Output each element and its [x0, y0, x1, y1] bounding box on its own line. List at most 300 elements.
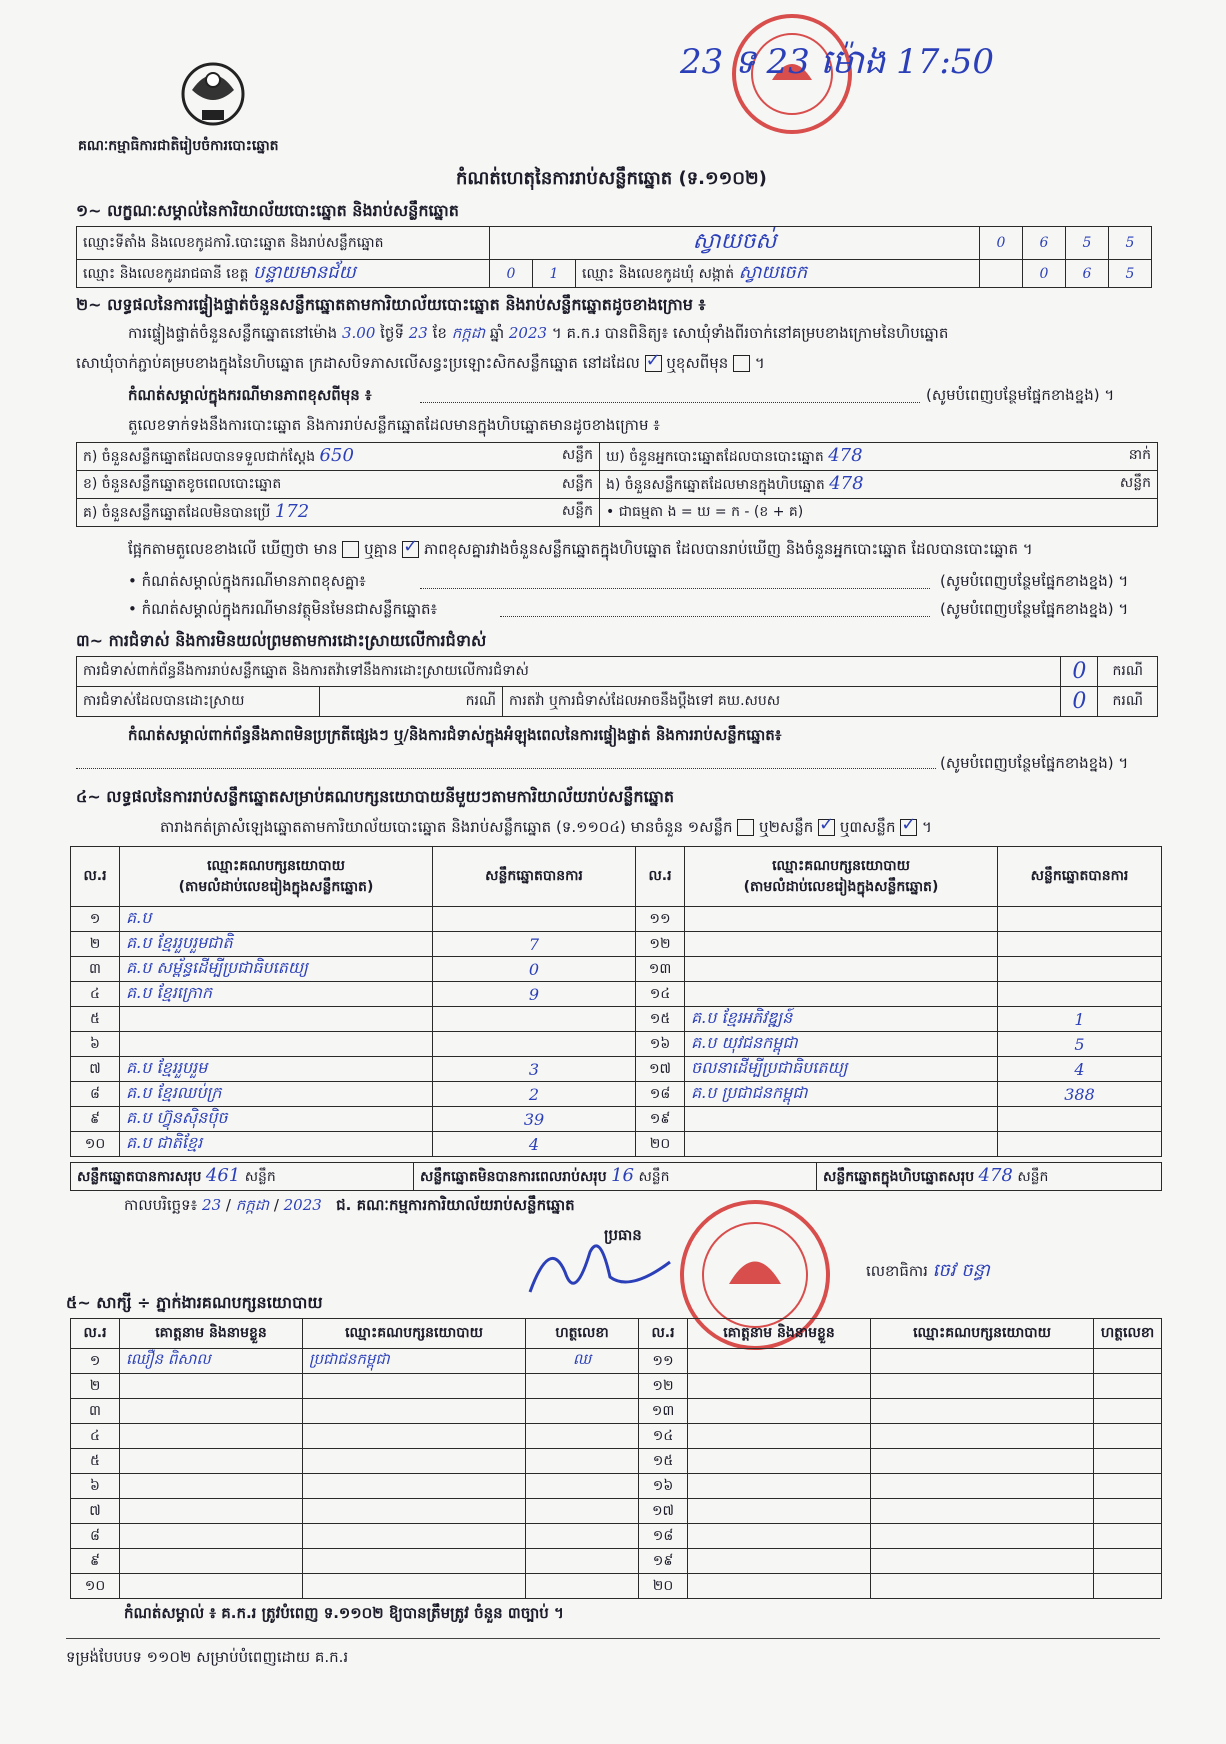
- party-votes-right: [998, 982, 1162, 1007]
- irregularity-line[interactable]: [76, 768, 936, 769]
- party-name-left: គ.ប សម្ព័ន្ធដើម្បីប្រជាធិបតេយ្យ: [120, 957, 433, 982]
- party-name-right: [685, 907, 998, 932]
- location-code-3: 5: [1066, 227, 1109, 260]
- verify-time-label: ការផ្ទៀងផ្ទាត់ចំនួនសន្លឹកឆ្នោតនៅម៉ោង: [128, 324, 338, 342]
- verify-day: 23: [408, 324, 428, 342]
- party-votes-right: 1: [998, 1007, 1162, 1032]
- party-name-left: គ.ប: [120, 907, 433, 932]
- count-a-unit: សន្លឹក: [561, 447, 593, 463]
- witness-signature-left: [526, 1399, 639, 1424]
- party-name-right: គ.ប យុវជនកម្ពុជា: [685, 1032, 998, 1057]
- total-invalid-value: 16: [611, 1165, 634, 1186]
- verification-line: [128, 324, 948, 346]
- witness-name-right: [688, 1349, 871, 1374]
- section1-heading: ១~ លក្ខណៈសម្គាល់នៃការិយាល័យបោះឆ្នោត និងរាប់សន្លឹកឆ្នោត: [76, 201, 459, 220]
- form-footer: ទម្រង់បែបបទ ១១០២ សម្រាប់បំពេញដោយ គ.ក.រ: [66, 1648, 349, 1666]
- party-number-right: ១៤: [636, 982, 685, 1007]
- commune-code-2: 6: [1066, 260, 1109, 288]
- party-votes-left: 9: [433, 982, 636, 1007]
- resolved-label: ការជំទាស់ដែលបានដោះស្រាយ: [77, 687, 320, 717]
- count-a: [77, 443, 600, 471]
- witness-signature-left: [526, 1449, 639, 1474]
- bullet-object: • កំណត់សម្គាល់ក្នុងករណីមានវត្ថុមិនមែនជាសន្លឹកឆ្នោត៖: [128, 600, 438, 618]
- witness-row: [71, 1399, 1162, 1424]
- count-e-label: ង) ចំនួនសន្លឹកឆ្នោតដែលមានក្នុងហិបឆ្នោត: [606, 477, 825, 493]
- province-label: [77, 260, 490, 288]
- two-sheet-checkbox[interactable]: [818, 819, 835, 836]
- party-name-left: គ.ប ហ៊្វុនស៊ិនប៉ិច: [120, 1107, 433, 1132]
- witness-signature-right: [1094, 1449, 1162, 1474]
- bullet-diff-line[interactable]: [420, 588, 930, 589]
- party-number-right: ១៥: [636, 1007, 685, 1032]
- party-votes-right: [998, 932, 1162, 957]
- party-number-right: ១១: [636, 907, 685, 932]
- diff-note-label: កំណត់សម្គាល់ក្នុងករណីមានភាពខុសពីមុន ៖: [128, 386, 372, 404]
- results-row: [71, 982, 1162, 1007]
- one-sheet-checkbox[interactable]: [737, 819, 754, 836]
- party-number-left: ៤: [71, 982, 120, 1007]
- witness-name-right: [688, 1424, 871, 1449]
- party-name-right: គ.ប ប្រជាជនកម្ពុជា: [685, 1082, 998, 1107]
- location-value: ស្វាយចស់: [490, 227, 980, 260]
- witness-signature-right: [1094, 1349, 1162, 1374]
- party-name-left: គ.ប ខ្មែរក្រោក: [120, 982, 433, 1007]
- changed-label: ឬខុសពីមុន: [666, 354, 729, 372]
- party-number-left: ៦: [71, 1032, 120, 1057]
- witness-number-right: ១៤: [639, 1424, 688, 1449]
- results-row: [71, 1132, 1162, 1157]
- party-number-right: ១៧: [636, 1057, 685, 1082]
- secretary-label: លេខាធិការ: [866, 1262, 928, 1280]
- witness-name-left: [120, 1374, 303, 1399]
- party-number-left: ១: [71, 907, 120, 932]
- count-e-value: 478: [829, 473, 864, 494]
- witness-col-name-left: គោត្តនាម និងនាមខ្លួន: [120, 1319, 303, 1349]
- results-row: [71, 1007, 1162, 1032]
- party-number-left: ៧: [71, 1057, 120, 1082]
- witness-table: [70, 1318, 1162, 1599]
- witness-body: [71, 1349, 1162, 1599]
- date-year: 2023: [283, 1196, 322, 1214]
- counts-table: [76, 442, 1158, 527]
- diff-note-fill: (សូមបំពេញបន្ថែមផ្នែកខាងខ្នង) ។: [926, 386, 1115, 404]
- party-name-right: [685, 1132, 998, 1157]
- witness-name-left: [120, 1474, 303, 1499]
- total-invalid-label: សន្លឹកឆ្នោតមិនបានការពេលរាប់សរុប: [420, 1169, 607, 1185]
- province-code-2: 1: [533, 260, 576, 288]
- witness-name-left: [120, 1574, 303, 1599]
- party-number-right: ១២: [636, 932, 685, 957]
- witness-row: [71, 1349, 1162, 1374]
- irregularity-note: កំណត់សម្គាល់ពាក់ព័ន្ធនឹងភាពមិនប្រក្រតីផ្សេងៗ ឬ/និងការជំទាស់ក្នុងអំឡុងពេលនៃការផ្ទៀងផ្ទាត់ និងការរាប់សន្លឹកឆ្នោត៖: [128, 726, 782, 744]
- totals-table: [70, 1162, 1162, 1191]
- witness-party-right: [871, 1449, 1094, 1474]
- witness-name-right: [688, 1474, 871, 1499]
- witness-signature-left: [526, 1474, 639, 1499]
- total-box: [817, 1163, 1162, 1191]
- location-code-4: 5: [1109, 227, 1152, 260]
- verify-year: 2023: [508, 324, 548, 342]
- witness-party-left: [303, 1524, 526, 1549]
- results-row: [71, 1082, 1162, 1107]
- party-name-right: [685, 1107, 998, 1132]
- party-number-left: ២: [71, 932, 120, 957]
- witness-signature-left: [526, 1374, 639, 1399]
- witness-party-right: [871, 1349, 1094, 1374]
- section4-heading: ៤~ លទ្ធផលនៃការរាប់សន្លឹកឆ្នោតសម្រាប់គណបក្សនយោបាយនីមួយៗតាមការិយាល័យរាប់សន្លឹកឆ្នោត: [76, 787, 675, 806]
- party-number-left: ៩: [71, 1107, 120, 1132]
- irregularity-fill: (សូមបំពេញបន្ថែមផ្នែកខាងខ្នង) ។: [940, 754, 1129, 772]
- province-value: បន្ទាយមានជ័យ: [252, 262, 356, 283]
- count-b: [77, 471, 600, 499]
- results-col-party-left: [120, 847, 433, 907]
- witness-number-left: ១០: [71, 1574, 120, 1599]
- secretary-line: [866, 1258, 990, 1285]
- count-formula: • ជាធម្មតា ង = ឃ = ក - (ខ + គ): [600, 499, 1158, 527]
- results-col-party-left-title: ឈ្មោះគណបក្សនយោបាយ: [207, 857, 345, 874]
- three-sheet-label: ឬ៣សន្លឹក: [839, 818, 896, 836]
- date-label: កាលបរិច្ឆេទ៖: [124, 1196, 198, 1214]
- count-a-value: 650: [319, 445, 354, 466]
- witness-signature-right: [1094, 1499, 1162, 1524]
- commune-code-1: 0: [1023, 260, 1066, 288]
- witness-row: [71, 1499, 1162, 1524]
- chair-label: ប្រធាន: [604, 1226, 642, 1244]
- count-d-value: 478: [828, 445, 863, 466]
- party-votes-left: [433, 907, 636, 932]
- party-votes-right: [998, 907, 1162, 932]
- commune-value: ស្វាយចេក: [738, 262, 808, 283]
- secretary-signature: ចេវ ចន្ធា: [932, 1260, 990, 1281]
- witness-name-left: [120, 1499, 303, 1524]
- sheet-count-text: តារាងកត់ត្រាសំឡេងឆ្នោតតាមការិយាល័យបោះឆ្នោត និងរាប់សន្លឹកឆ្នោត (ទ.១១០៤) មានចំនួន ១សន្លឹក: [160, 818, 733, 836]
- total-box-label: សន្លឹកឆ្នោតក្នុងហិបឆ្នោតសរុប: [823, 1169, 975, 1185]
- date-day: 23: [202, 1196, 222, 1214]
- witness-row: [71, 1549, 1162, 1574]
- witness-signature-left: [526, 1499, 639, 1524]
- witness-col-no-left: ល.រ: [71, 1319, 120, 1349]
- witness-row: [71, 1424, 1162, 1449]
- witness-number-left: ៨: [71, 1524, 120, 1549]
- complaints-table: [76, 656, 1158, 717]
- witness-name-left: [120, 1399, 303, 1424]
- verify-day-label: ថ្ងៃទី: [380, 324, 404, 342]
- commune-code-3: 5: [1109, 260, 1152, 288]
- count-d-unit: នាក់: [1128, 447, 1151, 463]
- witness-party-right: [871, 1524, 1094, 1549]
- witness-name-right: [688, 1549, 871, 1574]
- total-valid-unit: សន្លឹក: [244, 1169, 276, 1185]
- appeal-unit: ករណី: [1098, 687, 1158, 717]
- witness-number-right: ១៣: [639, 1399, 688, 1424]
- party-name-right: [685, 957, 998, 982]
- total-invalid-unit: សន្លឹក: [638, 1169, 670, 1185]
- form-title: កំណត់ហេតុនៃការរាប់សន្លឹកឆ្នោត (ទ.១១០២): [456, 168, 767, 189]
- count-e-unit: សន្លឹក: [1119, 475, 1151, 491]
- total-valid: [71, 1163, 414, 1191]
- witness-name-right: [688, 1524, 871, 1549]
- total-box-value: 478: [978, 1165, 1013, 1186]
- results-col-no-right: ល.រ: [636, 847, 685, 907]
- party-votes-left: 4: [433, 1132, 636, 1157]
- results-table: [70, 846, 1162, 1157]
- results-row: [71, 907, 1162, 932]
- witness-party-right: [871, 1399, 1094, 1424]
- results-body: [71, 907, 1162, 1157]
- changed-checkbox[interactable]: [733, 355, 750, 372]
- results-col-party-right: [685, 847, 998, 907]
- witness-number-left: ៥: [71, 1449, 120, 1474]
- witness-col-sign-right: ហត្ថលេខា: [1094, 1319, 1162, 1349]
- count-b-unit: សន្លឹក: [561, 476, 593, 492]
- results-col-party-right-sub: (តាមលំដាប់លេខរៀងក្នុងសន្លឹកឆ្នោត): [743, 878, 939, 895]
- verify-year-label: ឆ្នាំ: [489, 324, 505, 342]
- witness-signature-right: [1094, 1374, 1162, 1399]
- witness-party-left: [303, 1374, 526, 1399]
- witness-party-right: [871, 1549, 1094, 1574]
- witness-name-left: [120, 1524, 303, 1549]
- party-votes-left: 7: [433, 932, 636, 957]
- witness-number-right: ១២: [639, 1374, 688, 1399]
- witness-name-left: [120, 1424, 303, 1449]
- witness-signature-left: [526, 1549, 639, 1574]
- witness-party-left: [303, 1449, 526, 1474]
- total-valid-value: 461: [205, 1165, 241, 1186]
- location-table: [76, 226, 1152, 288]
- total-box-unit: សន្លឹក: [1017, 1169, 1049, 1185]
- party-votes-right: 388: [998, 1082, 1162, 1107]
- witness-name-right: [688, 1574, 871, 1599]
- results-row: [71, 932, 1162, 957]
- results-row: [71, 957, 1162, 982]
- witness-party-right: [871, 1374, 1094, 1399]
- witness-signature-right: [1094, 1399, 1162, 1424]
- total-valid-label: សន្លឹកឆ្នោតបានការសរុប: [77, 1169, 202, 1185]
- witness-number-right: ១៥: [639, 1449, 688, 1474]
- witness-col-name-right: គោត្តនាម និងនាមខ្លួន: [688, 1319, 871, 1349]
- nec-emblem-icon: [172, 50, 254, 132]
- received-note: 23 ទ 23 ម៉ោង 17:50: [680, 42, 995, 82]
- party-votes-left: [433, 1007, 636, 1032]
- witness-signature-right: [1094, 1524, 1162, 1549]
- witness-row: [71, 1474, 1162, 1499]
- party-votes-right: [998, 1132, 1162, 1157]
- witness-number-right: ១៩: [639, 1549, 688, 1574]
- discrepancy-text: ភាពខុសគ្នារវាងចំនួនសន្លឹកឆ្នោតក្នុងហិបឆ្នោត ដែលបានរាប់ឃើញ និងចំនួនអ្នកបោះឆ្នោត ដែលបានបោះឆ្នោត ។: [423, 540, 1033, 558]
- results-col-votes-right: សន្លឹកឆ្នោតបានការ: [998, 847, 1162, 907]
- count-c-value: 172: [274, 501, 310, 522]
- discrepancy-yes-checkbox[interactable]: [342, 541, 359, 558]
- witness-name-right: [688, 1374, 871, 1399]
- results-col-no-left: ល.រ: [71, 847, 120, 907]
- witness-col-sign-left: ហត្ថលេខា: [526, 1319, 639, 1349]
- party-name-left: គ.ប ខ្មែររួបរួម: [120, 1057, 433, 1082]
- bullet-object-fill: (សូមបំពេញបន្ថែមផ្នែកខាងខ្នង) ។: [940, 600, 1129, 618]
- date-month: កក្កដា: [235, 1196, 270, 1214]
- date-line: កាលបរិច្ឆេទ៖ 23 / កក្កដា / 2023 ជ. គណៈកម្មការការិយាល័យរាប់សន្លឹកឆ្នោត: [124, 1196, 575, 1214]
- seal-line: សោឃុំចាក់ភ្ជាប់គម្របខាងក្នុងនៃហិបឆ្នោត ក្រដាសបិទភាសលើសន្ធះប្រឡោះសិកសន្លឹកឆ្នោត នៅដដែល ✓ ឬខុសពីមុន ។: [76, 354, 765, 376]
- witness-signature-left: [526, 1524, 639, 1549]
- count-d-label: ឃ) ចំនួនអ្នកបោះឆ្នោតដែលបានបោះឆ្នោត: [606, 449, 824, 465]
- witness-number-left: ៤: [71, 1424, 120, 1449]
- commune-label-text: ឈ្មោះ និងលេខកូដឃុំ សង្កាត់: [582, 266, 735, 282]
- party-number-left: ៨: [71, 1082, 120, 1107]
- party-name-left: [120, 1007, 433, 1032]
- section5-heading: ៥~ សាក្សី ÷ ភ្នាក់ងារគណបក្សនយោបាយ: [66, 1293, 323, 1312]
- footer-divider: [66, 1638, 1160, 1639]
- party-votes-left: 3: [433, 1057, 636, 1082]
- appeal-label: ការតវ៉ា ឬការជំទាស់ដែលអាចនឹងប្តឹងទៅ គឃ.សបស: [503, 687, 1061, 717]
- committee-label: ជ. គណៈកម្មការការិយាល័យរាប់សន្លឹកឆ្នោត: [336, 1196, 575, 1214]
- results-row: [71, 1107, 1162, 1132]
- bullet-diff-fill: (សូមបំពេញបន្ថែមផ្នែកខាងខ្នង) ។: [940, 572, 1129, 590]
- committee-name: គណៈកម្មាធិការជាតិរៀបចំការបោះឆ្នោត: [78, 138, 279, 154]
- results-col-party-left-sub: (តាមលំដាប់លេខរៀងក្នុងសន្លឹកឆ្នោត): [178, 878, 374, 895]
- witness-party-left: [303, 1474, 526, 1499]
- witness-name-left: [120, 1449, 303, 1474]
- count-d: [600, 443, 1158, 471]
- count-a-label: ក) ចំនួនសន្លឹកឆ្នោតដែលបានទទួលជាក់ស្តែង: [83, 449, 316, 465]
- witness-col-no-right: ល.រ: [639, 1319, 688, 1349]
- party-name-left: [120, 1032, 433, 1057]
- witness-number-left: ៦: [71, 1474, 120, 1499]
- witness-col-party-right: ឈ្មោះគណបក្សនយោបាយ: [871, 1319, 1094, 1349]
- witness-row: [71, 1574, 1162, 1599]
- witness-party-left: ប្រជាជនកម្ពុជា: [303, 1349, 526, 1374]
- chair-signature: [520, 1232, 680, 1302]
- discrepancy-no-checkbox[interactable]: [402, 541, 419, 558]
- party-number-right: ១៣: [636, 957, 685, 982]
- party-votes-left: 2: [433, 1082, 636, 1107]
- complaints-label: ការជំទាស់ពាក់ព័ន្ធនឹងការរាប់សន្លឹកឆ្នោត និងការតវ៉ាទៅនឹងការដោះស្រាយលើការជំទាស់: [77, 657, 1061, 687]
- witness-party-right: [871, 1574, 1094, 1599]
- witness-signature-right: [1094, 1474, 1162, 1499]
- count-c-unit: សន្លឹក: [561, 503, 593, 519]
- witness-number-right: ១៦: [639, 1474, 688, 1499]
- discrepancy-line: [128, 540, 1033, 562]
- total-invalid: [414, 1163, 817, 1191]
- witness-signature-right: [1094, 1574, 1162, 1599]
- witness-number-right: ១៨: [639, 1524, 688, 1549]
- party-number-left: ៣: [71, 957, 120, 982]
- party-votes-left: 39: [433, 1107, 636, 1132]
- bullet-object-line[interactable]: [500, 616, 930, 617]
- witness-signature-left: [526, 1574, 639, 1599]
- count-e: [600, 471, 1158, 499]
- party-votes-right: 5: [998, 1032, 1162, 1057]
- witness-party-right: [871, 1499, 1094, 1524]
- witness-col-party-left: ឈ្មោះគណបក្សនយោបាយ: [303, 1319, 526, 1349]
- commune-code-blank: [980, 260, 1023, 288]
- location-code-1: 0: [980, 227, 1023, 260]
- complaints-value: 0: [1061, 657, 1098, 687]
- diff-note-line[interactable]: [420, 402, 920, 403]
- party-votes-left: 0: [433, 957, 636, 982]
- results-col-party-right-title: ឈ្មោះគណបក្សនយោបាយ: [772, 857, 910, 874]
- resolved-unit: ករណី: [320, 687, 503, 717]
- commune-label: [576, 260, 980, 288]
- witness-party-left: [303, 1399, 526, 1424]
- count-c: [77, 499, 600, 527]
- section2-heading: ២~ លទ្ធផលនៃការផ្ទៀងផ្ទាត់ចំនួនសន្លឹកឆ្នោតតាមការិយាល័យបោះឆ្នោត និងរាប់សន្លឹកឆ្នោតដូចខាងក្រោម ៖: [76, 295, 706, 314]
- counts-subtitle: តួលេខទាក់ទងនឹងការបោះឆ្នោត និងការរាប់សន្លឹកឆ្នោតដែលមានក្នុងហិបឆ្នោតមានដូចខាងក្រោម ៖: [128, 416, 660, 434]
- appeal-value: 0: [1061, 687, 1098, 717]
- footnote: កំណត់សម្គាល់ ៖ គ.ក.រ ត្រូវបំពេញ ទ.១១០២ ឱ្យបានត្រឹមត្រូវ ចំនួន ៣ច្បាប់ ។: [124, 1604, 564, 1622]
- witness-party-left: [303, 1499, 526, 1524]
- witness-number-left: ២: [71, 1374, 120, 1399]
- witness-party-left: [303, 1424, 526, 1449]
- witness-party-left: [303, 1549, 526, 1574]
- party-votes-left: [433, 1032, 636, 1057]
- party-votes-right: [998, 957, 1162, 982]
- party-name-right: ចលនាដើម្បីប្រជាធិបតេយ្យ: [685, 1057, 998, 1082]
- witness-number-right: ២០: [639, 1574, 688, 1599]
- party-name-right: គ.ប ខ្មែរអភិវឌ្ឍន៍: [685, 1007, 998, 1032]
- bullet-diff: • កំណត់សម្គាល់ក្នុងករណីមានភាពខុសគ្នា៖: [128, 572, 366, 590]
- party-name-left: គ.ប ខ្មែរឈប់ក្រ: [120, 1082, 433, 1107]
- two-sheet-label: ឬ២សន្លឹក: [759, 818, 814, 836]
- party-number-left: ១០: [71, 1132, 120, 1157]
- count-b-label: ខ) ចំនួនសន្លឹកឆ្នោតខូចពេលបោះឆ្នោត: [83, 476, 282, 492]
- verify-time: 3.00: [341, 324, 376, 342]
- results-row: [71, 1032, 1162, 1057]
- party-votes-right: [998, 1107, 1162, 1132]
- witness-number-left: ៧: [71, 1499, 120, 1524]
- three-sheet-checkbox[interactable]: [900, 819, 917, 836]
- party-number-right: ២០: [636, 1132, 685, 1157]
- witness-number-right: ១៧: [639, 1499, 688, 1524]
- party-number-right: ១៩: [636, 1107, 685, 1132]
- location-code-2: 6: [1023, 227, 1066, 260]
- witness-number-left: ១: [71, 1349, 120, 1374]
- party-votes-right: 4: [998, 1057, 1162, 1082]
- sheet-count-line: តារាងកត់ត្រាសំឡេងឆ្នោតតាមការិយាល័យបោះឆ្នោត និងរាប់សន្លឹកឆ្នោត (ទ.១១០៤) មានចំនួន ១សន្លឹក ឬ២សន្លឹក ✓ ឬ៣សន្លឹក ✓ ។: [160, 818, 932, 840]
- witness-number-left: ៣: [71, 1399, 120, 1424]
- witness-row: [71, 1374, 1162, 1399]
- seal-text: សោឃុំចាក់ភ្ជាប់គម្របខាងក្នុងនៃហិបឆ្នោត ក្រដាសបិទភាសលើសន្ធះប្រឡោះសិកសន្លឹកឆ្នោត នៅដដែល: [76, 354, 640, 372]
- province-label-text: ឈ្មោះ និងលេខកូដរាជធានី ខេត្ត: [83, 266, 249, 282]
- witness-name-left: [120, 1549, 303, 1574]
- witness-number-right: ១១: [639, 1349, 688, 1374]
- witness-row: [71, 1524, 1162, 1549]
- verify-line-end: ។ គ.ក.រ បានពិនិត្យ៖ សោឃុំទាំងពីរចាក់នៅគម្របខាងក្រោមនៃហិបឆ្នោត: [551, 324, 949, 342]
- witness-row: [71, 1449, 1162, 1474]
- witness-signature-right: [1094, 1549, 1162, 1574]
- witness-signature-left: [526, 1424, 639, 1449]
- discrepancy-no-label: ឬគ្មាន: [364, 540, 398, 558]
- witness-signature-left: ឈ: [526, 1349, 639, 1374]
- unchanged-checkbox[interactable]: [645, 355, 662, 372]
- section3-heading: ៣~ ការជំទាស់ និងការមិនយល់ព្រមតាមការដោះស្រាយលើការជំទាស់: [76, 631, 487, 650]
- location-label: ឈ្មោះទីតាំង និងលេខកូដការិ.បោះឆ្នោត និងរាប់សន្លឹកឆ្នោត: [77, 227, 490, 260]
- party-name-left: គ.ប ជាតិខ្មែរ: [120, 1132, 433, 1157]
- party-number-right: ១៦: [636, 1032, 685, 1057]
- party-name-left: គ.ប ខ្មែររួបរួមជាតិ: [120, 932, 433, 957]
- witness-party-right: [871, 1474, 1094, 1499]
- witness-name-right: [688, 1399, 871, 1424]
- party-number-right: ១៨: [636, 1082, 685, 1107]
- party-name-right: [685, 932, 998, 957]
- party-number-left: ៥: [71, 1007, 120, 1032]
- witness-name-left: ឈឿន ពិសាល: [120, 1349, 303, 1374]
- witness-name-right: [688, 1499, 871, 1524]
- witness-name-right: [688, 1449, 871, 1474]
- discrepancy-yes-label: ផ្អែកតាមតួលេខខាងលើ ឃើញថា មាន: [128, 540, 338, 558]
- province-code-1: 0: [490, 260, 533, 288]
- results-row: [71, 1057, 1162, 1082]
- party-name-right: [685, 982, 998, 1007]
- witness-party-left: [303, 1574, 526, 1599]
